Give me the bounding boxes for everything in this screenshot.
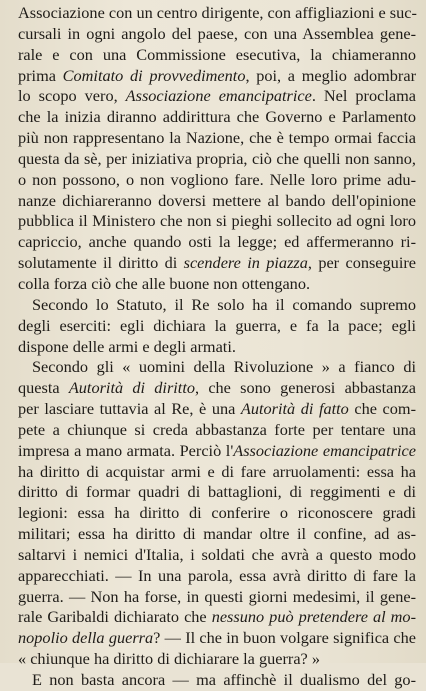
text-segment: che com- xyxy=(348,399,416,419)
text-line xyxy=(18,295,416,316)
text-line xyxy=(18,232,416,253)
text-segment: solutamente il diritto di xyxy=(18,253,184,273)
text-line xyxy=(18,45,416,66)
text-line xyxy=(18,503,416,524)
text-line xyxy=(18,274,416,295)
text-line xyxy=(18,524,416,545)
text-segment: questa xyxy=(18,378,69,398)
text-line xyxy=(18,191,416,212)
text-line xyxy=(18,86,416,107)
text-segment: guerra. — Non ha forse, in questi giorni medesimi, il gene- xyxy=(18,586,416,606)
text-line xyxy=(18,628,416,649)
text-line xyxy=(18,462,416,483)
text-segment: cursali in ogni angolo del paese, con una Assemblea gene- xyxy=(18,23,416,43)
text-line xyxy=(18,253,416,274)
text-line xyxy=(18,545,416,566)
text-segment: nanze dichiareranno doversi mettere al bando dell'opinione xyxy=(18,190,416,210)
italic-text: Comitato di provvedimento xyxy=(62,65,246,85)
text-line xyxy=(18,149,416,170)
text-line xyxy=(18,399,416,420)
text-segment: pete a chiunque si creda abbastanza forte per tentare una xyxy=(18,419,416,439)
text-segment: lo scopo vero, xyxy=(18,86,126,106)
text-line xyxy=(18,66,416,87)
text-segment: Secondo lo Statuto, il Re solo ha il comando supremo xyxy=(32,294,416,314)
text-segment: legioni: essa ha diritto di conferire o riconoscere gradi xyxy=(18,503,416,523)
text-segment: pubblica il Ministero che non si pieghi sollecito ad ogni loro xyxy=(18,211,416,231)
text-segment: che la inizia diranno addirittura che Governo e Parlamento xyxy=(18,107,416,127)
text-segment: ha diritto di acquistar armi e di fare arruolamenti: essa ha xyxy=(18,461,416,481)
text-line xyxy=(18,378,416,399)
text-line xyxy=(18,128,416,149)
text-line xyxy=(18,482,416,503)
text-line xyxy=(18,337,416,358)
text-segment: Secondo gli « uomini della Rivoluzione » a fianco di xyxy=(32,357,416,377)
text-segment: , poi, a meglio adombrar xyxy=(245,65,416,85)
text-segment: apparecchiati. — In una parola, essa avrà diritto di fare la xyxy=(18,565,416,585)
text-line xyxy=(18,3,416,24)
text-line xyxy=(18,670,416,691)
text-segment: rale Garibaldi dichiarato che xyxy=(18,607,212,627)
text-segment: o non possono, o non vogliono fare. Nelle loro prime adu- xyxy=(18,169,416,189)
italic-text: Autorità di diritto xyxy=(68,378,195,398)
text-line xyxy=(18,649,416,670)
body-text xyxy=(18,3,416,691)
text-segment: prima xyxy=(18,65,63,85)
text-segment: per lasciare tuttavia al Re, è una xyxy=(18,399,241,419)
text-segment: colla forza ciò che alle buone non ottengano. xyxy=(18,273,311,293)
italic-text: Associazione emancipatrice xyxy=(125,86,312,106)
text-segment: , che sono generosi abbastanza xyxy=(195,378,416,398)
italic-text: nopolio della guerra xyxy=(18,628,154,648)
text-line xyxy=(18,357,416,378)
italic-text: nessuno può pretendere al mo- xyxy=(211,607,416,627)
text-segment: capriccio, anche quando osti la legge; ed affermeranno ri- xyxy=(18,232,416,252)
text-segment: , per conseguire xyxy=(307,253,416,273)
text-segment: E non basta ancora — ma affinchè il dualismo del go- xyxy=(32,670,416,689)
text-segment: impresa a mano armata. Perciò l' xyxy=(18,440,234,460)
text-line xyxy=(18,24,416,45)
text-line xyxy=(18,316,416,337)
text-segment: degli eserciti: egli dichiara la guerra, e fa la pace; egli xyxy=(18,315,416,335)
text-line xyxy=(18,170,416,191)
text-line xyxy=(18,107,416,128)
text-line xyxy=(18,420,416,441)
italic-text: scendere in piazza xyxy=(183,253,308,273)
text-line xyxy=(18,566,416,587)
text-segment: diritto di formar quadri di battaglioni, di reggimenti e di xyxy=(18,482,416,502)
text-segment: ? — Il che in buon volgare significa che xyxy=(153,628,417,648)
text-line xyxy=(18,587,416,608)
text-segment: . Nel proclama xyxy=(311,86,416,106)
text-segment: Associazione con un centro dirigente, con affigliazioni e suc- xyxy=(18,3,417,22)
italic-text: Autorità di fatto xyxy=(240,399,349,419)
text-line xyxy=(18,211,416,232)
text-segment: rale e con una Commissione esecutiva, la chiameranno xyxy=(18,44,416,64)
text-line xyxy=(18,607,416,628)
text-line xyxy=(18,441,416,462)
text-segment: saltarvi i nemici d'Italia, i soldati che avrà a questo modo xyxy=(18,544,416,564)
text-segment: « chiunque ha diritto di dichiarare la guerra? » xyxy=(18,649,320,669)
italic-text: Associazione emancipatrice xyxy=(233,440,416,460)
text-segment: dispone delle armi e degli armati. xyxy=(18,336,236,356)
text-segment: questa da sè, per iniziativa propria, ciò che quelli non sanno, xyxy=(18,148,416,168)
text-segment: più non rappresentano la Nazione, che è tempo ormai faccia xyxy=(18,128,416,148)
text-segment: militari; essa ha diritto di mandar oltre il confine, ad as- xyxy=(18,524,416,544)
